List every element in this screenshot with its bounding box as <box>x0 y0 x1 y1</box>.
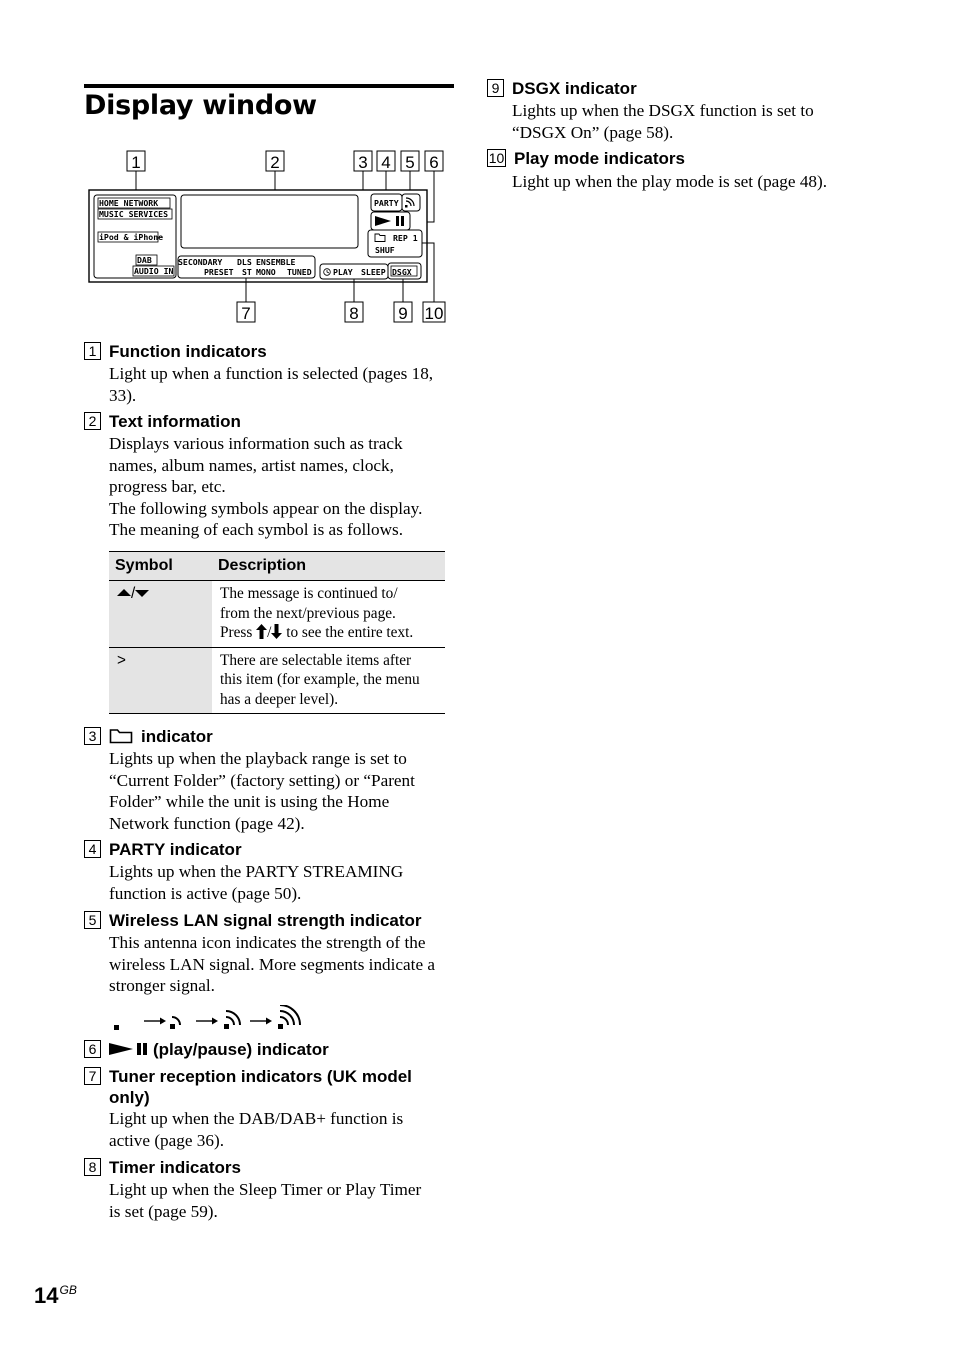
item-4-body <box>109 861 403 904</box>
item-4-number: 4 <box>84 840 101 858</box>
item-2-title: Text information <box>109 412 241 431</box>
item-7-line-1: Light up when the DAB/DAB+ function is <box>109 1109 404 1128</box>
symbol-table-header <box>109 552 445 581</box>
triangle-up-icon <box>117 588 131 598</box>
label-home-network: HOME NETWORK <box>99 198 159 208</box>
label-preset: PRESET <box>204 267 234 277</box>
item-8-body <box>109 1179 421 1222</box>
item-4-heading <box>84 839 242 860</box>
description-header: Description <box>212 552 445 581</box>
item-2-line-1: Displays various information such as track <box>109 434 403 453</box>
item-1-title: Function indicators <box>109 342 267 361</box>
label-party: PARTY <box>374 198 399 208</box>
item-6-title: (play/pause) indicator <box>153 1040 329 1059</box>
title-rule <box>84 84 454 88</box>
item-6-number: 6 <box>84 1040 101 1058</box>
callout-1: 1 <box>131 153 141 172</box>
signal-level-4-icon <box>278 1005 300 1029</box>
callout-9: 9 <box>398 304 408 323</box>
label-shuf: SHUF <box>375 245 395 255</box>
play-pause-icon <box>109 1042 149 1056</box>
item-9-title: DSGX indicator <box>512 79 637 98</box>
label-music-services: MUSIC SERVICES <box>99 209 169 219</box>
callout-2: 2 <box>270 153 280 172</box>
symbol-cell: > <box>109 647 212 714</box>
signal-level-2-icon <box>170 1017 180 1029</box>
item-6-heading <box>84 1039 329 1060</box>
press-post: to see the entire text. <box>282 624 414 641</box>
label-mono: MONO <box>256 267 276 277</box>
item-3-number: 3 <box>84 727 101 745</box>
item-3-line-3: Folder” while the unit is using the Home <box>109 792 390 812</box>
item-7-title-line-2: only) <box>109 1088 150 1107</box>
symbol-cell <box>109 581 212 648</box>
item-1-number: 1 <box>84 342 101 360</box>
arrow-down-icon <box>271 624 282 639</box>
label-dsgx: DSGX <box>392 267 412 277</box>
item-9-heading <box>487 78 637 99</box>
item-7-line-2: active (page 36). <box>109 1130 225 1150</box>
triangle-down-icon <box>135 588 149 598</box>
label-ipod: iPod & iPhone <box>99 232 164 242</box>
page-number-suffix: GB <box>59 1283 77 1297</box>
callout-3: 3 <box>358 153 368 172</box>
arrow-up-icon <box>256 624 267 639</box>
label-play: PLAY <box>333 267 353 277</box>
callout-boxes-top <box>127 151 443 171</box>
desc-line: this item (for example, the menu <box>220 671 420 688</box>
label-audio-in: AUDIO IN <box>134 266 174 276</box>
item-5-line-2: wireless LAN signal. More segments indicate a <box>109 954 436 974</box>
item-5-line-3: stronger signal. <box>109 976 215 996</box>
item-2-body <box>109 433 422 541</box>
label-dab: DAB <box>137 255 152 265</box>
desc-line: from the next/previous page. <box>220 604 396 622</box>
desc-line: The message is continued to/ <box>220 585 398 602</box>
callout-6: 6 <box>429 153 439 172</box>
label-ensemble: ENSEMBLE <box>256 257 296 267</box>
item-2-line-3: progress bar, etc. <box>109 477 226 497</box>
arrow-right-icon <box>250 1018 272 1025</box>
page-number <box>34 1283 77 1309</box>
item-5-title: Wireless LAN signal strength indicator <box>109 911 422 930</box>
item-7-number: 7 <box>84 1067 101 1085</box>
table-row <box>109 581 445 648</box>
item-2-line-4: The following symbols appear on the display. <box>109 498 423 518</box>
label-tuned: TUNED <box>287 267 312 277</box>
item-10-number: 10 <box>488 150 505 166</box>
item-9-body <box>512 100 814 143</box>
symbol-slash: / <box>131 585 136 602</box>
item-9-line-1: Lights up when the DSGX function is set to <box>512 101 814 120</box>
callout-8: 8 <box>349 304 359 323</box>
item-2-heading <box>84 411 241 432</box>
signal-strength-sequence <box>110 1005 310 1033</box>
folder-icon <box>109 728 133 744</box>
item-7-body <box>109 1108 403 1151</box>
item-2-line-2: names, album names, artist names, clock, <box>109 455 394 475</box>
item-8-number: 8 <box>84 1158 101 1176</box>
item-10-title: Play mode indicators <box>514 149 685 168</box>
table-row <box>109 647 445 714</box>
label-dls: DLS <box>237 257 252 267</box>
item-7-title: Tuner reception indicators (UK model <box>109 1067 412 1086</box>
item-3-line-2: “Current Folder” (factory setting) or “Parent <box>109 770 415 790</box>
callout-10: 10 <box>424 304 444 323</box>
item-2-line-5: The meaning of each symbol is as follows. <box>109 520 404 540</box>
callout-7: 7 <box>241 304 251 323</box>
page-number-value: 14 <box>34 1283 59 1308</box>
label-sleep: SLEEP <box>361 267 386 277</box>
desc-line: has a deeper level). <box>220 690 339 708</box>
arrow-right-icon <box>196 1018 218 1025</box>
item-3-body <box>109 748 415 834</box>
description-cell <box>212 647 445 714</box>
item-3-heading <box>84 726 213 747</box>
item-3-line-4: Network function (page 42). <box>109 813 305 833</box>
item-10-body <box>512 171 827 193</box>
arrow-right-icon <box>144 1018 166 1025</box>
item-5-body <box>109 932 435 997</box>
item-8-line-2: is set (page 59). <box>109 1201 218 1221</box>
item-1-line-1: Light up when a function is selected (pages 18, <box>109 364 434 383</box>
symbol-header: Symbol <box>109 552 212 581</box>
item-1-body <box>109 363 433 406</box>
item-2-number: 2 <box>84 412 101 430</box>
press-pre: Press <box>220 624 257 641</box>
callout-boxes-bottom <box>237 302 445 322</box>
item-5-line-1: This antenna icon indicates the strength of the <box>109 933 426 952</box>
item-4-line-2: function is active (page 50). <box>109 883 302 903</box>
signal-level-1-icon <box>114 1025 119 1030</box>
callout-4: 4 <box>381 153 391 172</box>
display-window-diagram <box>84 146 456 326</box>
item-10-heading <box>487 148 685 169</box>
item-4-line-1: Lights up when the PARTY STREAMING <box>109 862 404 881</box>
item-9-line-2: “DSGX On” (page 58). <box>512 122 674 142</box>
item-7-heading <box>84 1066 412 1087</box>
item-4-title: PARTY indicator <box>109 840 242 859</box>
item-8-title: Timer indicators <box>109 1158 241 1177</box>
item-1-heading <box>84 341 267 362</box>
symbol-table <box>109 551 445 714</box>
item-10-line-1: Light up when the play mode is set (page 48). <box>512 172 828 191</box>
label-secondary: SECONDARY <box>178 257 223 267</box>
description-cell <box>212 581 445 648</box>
page-title: Display window <box>84 90 317 121</box>
item-8-line-1: Light up when the Sleep Timer or Play Timer <box>109 1180 422 1199</box>
item-5-heading <box>84 910 422 931</box>
callout-5: 5 <box>405 153 415 172</box>
item-8-heading <box>84 1157 241 1178</box>
desc-line: There are selectable items after <box>220 651 412 669</box>
press-mid: / <box>267 624 272 641</box>
item-3-line-1: Lights up when the playback range is set to <box>109 749 407 768</box>
item-9-number: 9 <box>487 79 504 97</box>
item-1-line-2: 33). <box>109 385 137 405</box>
signal-level-3-icon <box>224 1011 240 1029</box>
item-3-title: indicator <box>141 727 213 746</box>
label-rep1: REP 1 <box>393 233 418 243</box>
label-st: ST <box>242 267 252 277</box>
item-5-number: 5 <box>84 911 101 929</box>
desc-press-line <box>220 623 439 643</box>
